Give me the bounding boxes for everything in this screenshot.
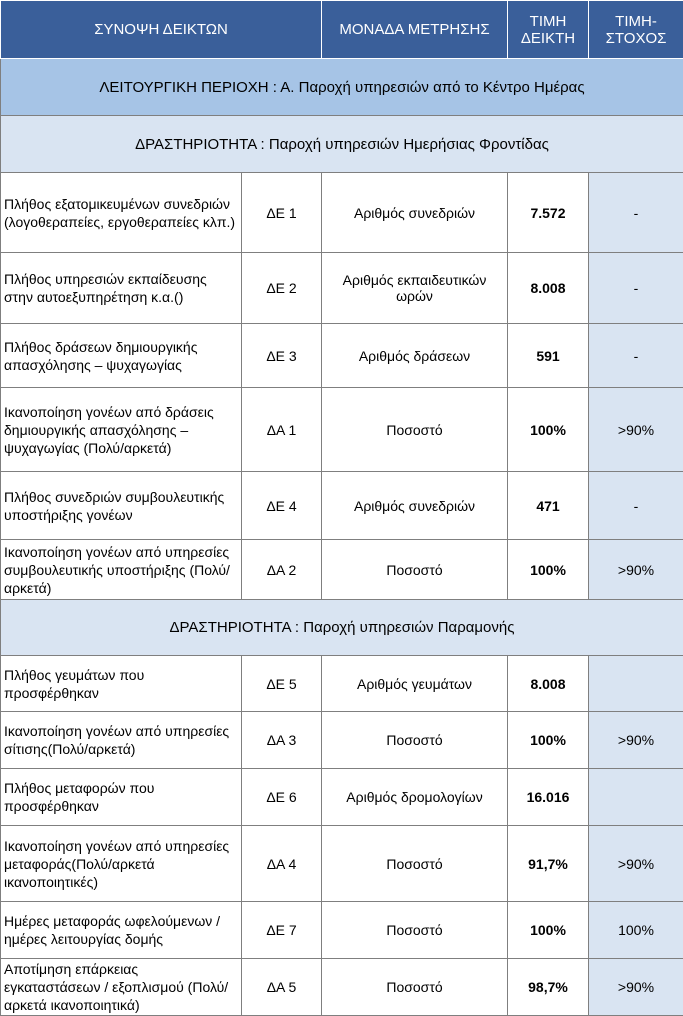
indicator-value: 471 — [508, 472, 589, 540]
table-row — [1, 472, 683, 540]
functional-area-title: ΛΕΙΤΟΥΡΓΙΚΗ ΠΕΡΙΟΧΗ : Α. Παροχή υπηρεσιών από το Κέντρο Ημέρας — [1, 59, 683, 116]
area-row — [1, 59, 683, 116]
indicator-description: Πλήθος εξατομικευμένων συνεδριών (λογοθεραπείες, εργοθεραπείες κλπ.) — [1, 173, 242, 253]
table-row — [1, 324, 683, 388]
header-unit: ΜΟΝΑΔΑ ΜΕΤΡΗΣΗΣ — [322, 1, 508, 59]
indicator-unit: Αριθμός συνεδριών — [322, 472, 508, 540]
indicator-description: Ικανοποίηση γονέων από υπηρεσίες μεταφοράς(Πολύ/αρκετά ικανοποιητικές) — [1, 826, 242, 902]
indicator-target: - — [589, 472, 683, 540]
indicator-unit: Ποσοστό — [322, 712, 508, 769]
indicator-code: ΔΑ 2 — [242, 540, 322, 600]
indicator-value: 7.572 — [508, 173, 589, 253]
indicator-description: Ικανοποίηση γονέων από υπηρεσίες συμβουλευτικής υποστήριξης (Πολύ/αρκετά) — [1, 540, 242, 600]
indicator-value: 8.008 — [508, 656, 589, 712]
indicator-unit: Ποσοστό — [322, 902, 508, 959]
indicator-code: ΔΑ 4 — [242, 826, 322, 902]
indicator-target: >90% — [589, 540, 683, 600]
indicator-target: 100% — [589, 902, 683, 959]
indicator-code: ΔΕ 7 — [242, 902, 322, 959]
header-target: ΤΙΜΗ- ΣΤΟΧΟΣ — [589, 1, 683, 59]
indicator-code: ΔΕ 4 — [242, 472, 322, 540]
table-row — [1, 540, 683, 600]
indicator-unit: Αριθμός συνεδριών — [322, 173, 508, 253]
indicator-unit: Αριθμός εκπαιδευτικών ωρών — [322, 253, 508, 324]
table-row — [1, 769, 683, 826]
indicator-description: Πλήθος δράσεων δημιουργικής απασχόλησης – ψυχαγωγίας — [1, 324, 242, 388]
indicator-code: ΔΕ 6 — [242, 769, 322, 826]
header-row — [1, 1, 683, 59]
indicator-target: >90% — [589, 959, 683, 1016]
table-row — [1, 959, 683, 1016]
indicator-code: ΔΑ 3 — [242, 712, 322, 769]
indicator-value: 100% — [508, 712, 589, 769]
indicator-value: 591 — [508, 324, 589, 388]
indicator-unit: Ποσοστό — [322, 540, 508, 600]
indicator-unit: Αριθμός δρομολογίων — [322, 769, 508, 826]
table-row — [1, 253, 683, 324]
indicator-code: ΔΕ 2 — [242, 253, 322, 324]
indicator-value: 98,7% — [508, 959, 589, 1016]
indicator-target: >90% — [589, 826, 683, 902]
table-row — [1, 712, 683, 769]
indicator-target: - — [589, 173, 683, 253]
activity-title-stay: ΔΡΑΣΤΗΡΙΟΤΗΤΑ : Παροχή υπηρεσιών Παραμονής — [1, 600, 683, 656]
indicator-description: Πλήθος συνεδριών συμβουλευτικής υποστήριξης γονέων — [1, 472, 242, 540]
indicator-code: ΔΑ 1 — [242, 388, 322, 472]
indicator-description: Ημέρες μεταφοράς ωφελούμενων / ημέρες λειτουργίας δομής — [1, 902, 242, 959]
table-row — [1, 656, 683, 712]
table-row — [1, 826, 683, 902]
header-value: ΤΙΜΗ ΔΕΙΚΤΗ — [508, 1, 589, 59]
indicator-value: 100% — [508, 902, 589, 959]
activity-title-day-care: ΔΡΑΣΤΗΡΙΟΤΗΤΑ : Παροχή υπηρεσιών Ημερήσιας Φροντίδας — [1, 116, 683, 173]
indicator-unit: Αριθμός δράσεων — [322, 324, 508, 388]
indicator-code: ΔΕ 3 — [242, 324, 322, 388]
activity-row — [1, 600, 683, 656]
indicator-value: 8.008 — [508, 253, 589, 324]
indicator-code: ΔΑ 5 — [242, 959, 322, 1016]
indicator-value: 16.016 — [508, 769, 589, 826]
indicator-code: ΔΕ 1 — [242, 173, 322, 253]
indicator-target: >90% — [589, 388, 683, 472]
indicator-description: Ικανοποίηση γονέων από υπηρεσίες σίτισης(Πολύ/αρκετά) — [1, 712, 242, 769]
indicator-value: 100% — [508, 388, 589, 472]
indicator-value: 91,7% — [508, 826, 589, 902]
header-summary: ΣΥΝΟΨΗ ΔΕΙΚΤΩΝ — [1, 1, 322, 59]
table-row — [1, 902, 683, 959]
indicator-target: - — [589, 253, 683, 324]
indicator-unit: Ποσοστό — [322, 959, 508, 1016]
indicator-description: Πλήθος μεταφορών που προσφέρθηκαν — [1, 769, 242, 826]
indicator-description: Ικανοποίηση γονέων από δράσεις δημιουργικής απασχόλησης – ψυχαγωγίας (Πολύ/αρκετά) — [1, 388, 242, 472]
indicator-unit: Ποσοστό — [322, 388, 508, 472]
indicator-description: Πλήθος γευμάτων που προσφέρθηκαν — [1, 656, 242, 712]
indicator-code: ΔΕ 5 — [242, 656, 322, 712]
indicator-unit: Ποσοστό — [322, 826, 508, 902]
indicator-target: >90% — [589, 712, 683, 769]
indicator-target: - — [589, 324, 683, 388]
indicator-description: Αποτίμηση επάρκειας εγκαταστάσεων / εξοπλισμού (Πολύ/αρκετά ικανοποιητικά) — [1, 959, 242, 1016]
indicator-target — [589, 656, 683, 712]
activity-row — [1, 116, 683, 173]
indicator-target — [589, 769, 683, 826]
indicator-unit: Αριθμός γευμάτων — [322, 656, 508, 712]
indicator-value: 100% — [508, 540, 589, 600]
table-row — [1, 388, 683, 472]
indicator-description: Πλήθος υπηρεσιών εκπαίδευσης στην αυτοεξυπηρέτηση κ.α.() — [1, 253, 242, 324]
table-row — [1, 173, 683, 253]
